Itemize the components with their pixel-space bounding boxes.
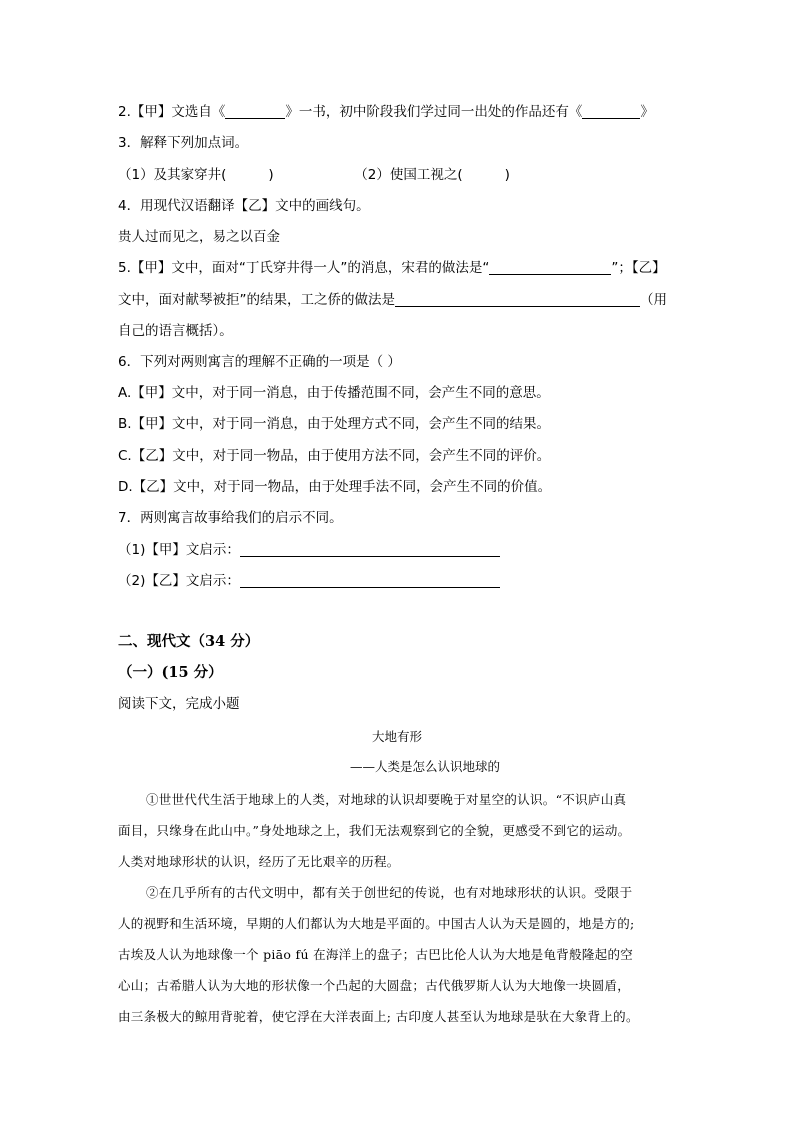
paragraph-line: ①世世代代生活于地球上的人类，对地球的认识却要晚于对星空的认识。“不识庐山真 [146, 792, 627, 807]
q4-sentence: 贵人过而见之，易之以百金 [118, 229, 280, 245]
q6-option-c[interactable]: C.【乙】文中，对于同一物品，由于使用方法不同，会产生不同的评价。 [118, 448, 551, 464]
q5-line-2 [118, 290, 667, 310]
q6-option-a[interactable]: A.【甲】文中，对于同一消息，由于传播范围不同，会产生不同的意思。 [118, 385, 550, 401]
paragraph-line: 面目，只缘身在此山中。”身处地球之上，我们无法观察到它的全貌，更感受不到它的运动。 [118, 823, 631, 838]
q7-item-2-label: （2)【乙】文启示： [118, 573, 240, 589]
paragraph-line: 由三条极大的鲸用背驼着，使它浮在大洋表面上; 古印度人甚至认为地球是驮在大象背上的。 [118, 1009, 639, 1024]
q5-line-1 [118, 258, 666, 278]
q3-item-2: （2）使国工视之( [354, 167, 463, 183]
q6-title: 6．下列对两则寓言的理解不正确的一项是（ ） [118, 354, 401, 370]
q5-blank-2[interactable] [395, 292, 640, 307]
q3-title: 3．解释下列加点词。 [118, 135, 249, 151]
q7-answer-1[interactable] [240, 542, 500, 557]
q3-items [118, 165, 510, 185]
q3-item-2-close: ) [504, 167, 510, 183]
q2-blank-2[interactable] [582, 104, 640, 119]
q7-item-1 [118, 540, 500, 560]
q5-line-1-tail: ”；【乙】 [611, 260, 666, 276]
paragraph-line: 心山；古希腊人认为大地的形状像一个凸起的大圆盘；古代俄罗斯人认为大地像一块圆盾， [118, 978, 631, 993]
q2-mid: 》一书，初中阶段我们学过同一出处的作品还有《 [285, 104, 583, 120]
q5-line-3: 自己的语言概括）。 [118, 323, 233, 339]
q2-blank-1[interactable] [225, 104, 285, 119]
paragraph-line: ②在几乎所有的古代文明中，都有关于创世纪的传说，也有对地球形状的认识。受限于 [146, 885, 633, 900]
q7-answer-2[interactable] [240, 573, 500, 588]
question-2 [118, 102, 654, 122]
article-paragraph-2 [118, 883, 678, 1043]
q2-prefix: 2.【甲】文选自《 [118, 104, 226, 120]
article-subtitle: ——人类是怎么认识地球的 [349, 759, 500, 774]
q5-line-1-text: 5.【甲】文中，面对“丁氏穿井得一人”的消息，宋君的做法是“ [118, 260, 490, 276]
q7-title: 7．两则寓言故事给我们的启示不同。 [118, 510, 343, 526]
paragraph-line: 古埃及人认为地球像一个 piāo fú 在海洋上的盘子；古巴比伦人认为大地是龟背般隆起的空 [118, 947, 634, 962]
paragraph-line: 人的视野和生活环境，早期的人们都认为大地是平面的。中国古人认为天是圆的，地是方的; [118, 916, 635, 931]
article-paragraph-1 [118, 790, 678, 880]
section-instruction: 阅读下文，完成小题 [118, 696, 240, 712]
paragraph-line: 人类对地球形状的认识，经历了无比艰辛的历程。 [118, 854, 400, 869]
q7-item-2 [118, 571, 500, 591]
section-heading: 二、现代文（34 分） [118, 633, 260, 650]
q4-title: 4．用现代汉语翻译【乙】文中的画线句。 [118, 198, 370, 214]
q6-option-d[interactable]: D.【乙】文中，对于同一物品，由于处理手法不同，会产生不同的价值。 [118, 479, 552, 495]
q5-line-2-text: 文中，面对献琴被拒”的结果，工之侨的做法是 [118, 292, 395, 308]
q5-line-2-tail: （用 [640, 292, 667, 308]
q5-blank-1[interactable] [489, 260, 611, 275]
q2-suffix: 》 [640, 104, 654, 120]
article-title: 大地有形 [371, 729, 422, 744]
q7-item-1-label: （1)【甲】文启示： [118, 542, 240, 558]
q3-item-1: （1）及其家穿井( [118, 167, 227, 183]
q6-option-b[interactable]: B.【甲】文中，对于同一消息，由于处理方式不同，会产生不同的结果。 [118, 416, 551, 432]
q3-item-1-close: ) [268, 167, 274, 183]
section-subheading: （一）(15 分） [118, 664, 223, 681]
